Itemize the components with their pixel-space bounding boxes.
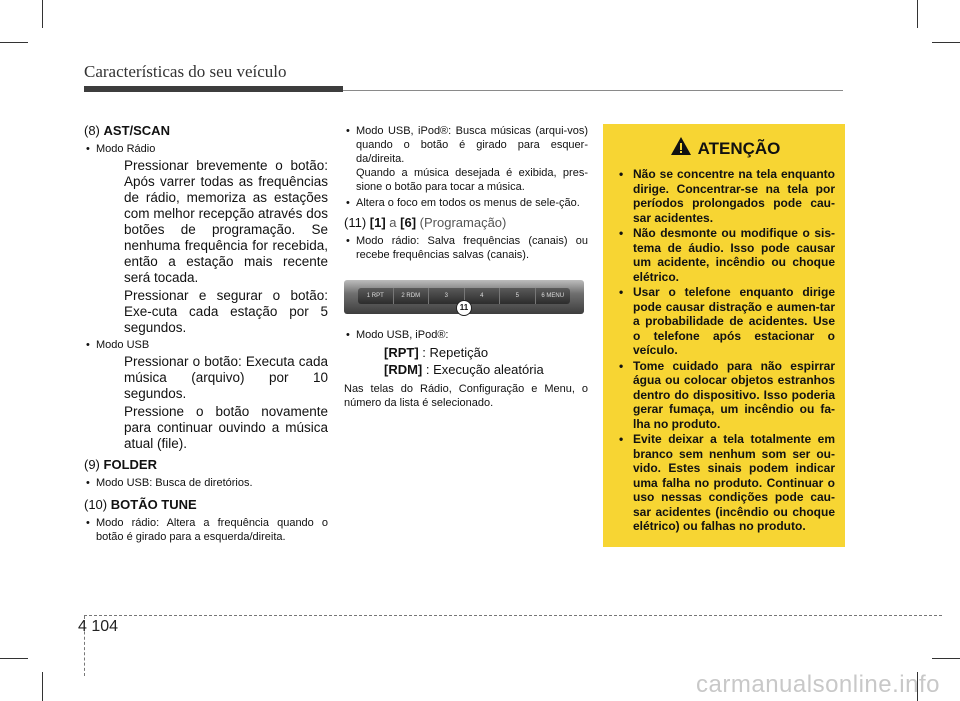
bullet: • Altera o foco em todos os menus de sele-ção. [344,196,588,210]
warning-title: ATENÇÃO [697,138,781,158]
bullet: • Modo USB: Busca de diretórios. [84,476,328,490]
warning-item: • Não se concentre na tela enquanto dirige. Concentrar-se na tela por períodos prolongados pode cau-sar acidentes. [615,167,835,225]
page-number: 4 104 [78,618,119,635]
warning-item: • Tome cuidado para não espirrar água ou colocar objetos estranhos dentro do dispositivo. Isso poderia gerar fumaça, um incêndio ou fa-lha no produto. [615,359,835,432]
preset-button-6-menu: 6 MENU [541,293,565,299]
crop-mark [932,658,960,659]
crop-mark [42,0,43,28]
section-8-title: AST/SCAN [103,123,170,138]
crop-mark [0,42,28,43]
rdm-definition: [RDM] : Execução aleatória [384,362,544,377]
header-rule [84,86,343,92]
section-10-title: BOTÃO TUNE [110,497,197,512]
warning-item: • Evite deixar a tela totalmente em branco sem nenhum som ser ou-vido. Estes sinais podem indicar uma falha no produto. Continuar o uso nessas condições pode cau-sar acidentes (incêndio ou choque elétrico) ou falhas no produto. [615,432,835,534]
section-9-heading: (9) FOLDER [84,457,157,472]
crop-mark [917,0,918,28]
bullet: • Modo USB, iPod®: [344,328,588,342]
crop-mark [0,658,28,659]
section-10-heading: (10) BOTÃO TUNE [84,497,197,512]
warning-item: • Não desmonte ou modifique o sis-tema de áudio. Isso pode causar um acidente, incêndio ou choque elétrico. [615,226,835,284]
paragraph: Pressione o botão novamente para continuar ouvindo a música atual (file). [124,404,328,451]
preset-button-2: 2 RDM [394,288,430,304]
paragraph: Pressionar brevemente o botão: Após varrer todas as frequências de rádio, memoriza as estações com melhor recepção através dos botões de programação. Se nenhuma frequência for recebida, então a estação mais recente será tocada. [124,158,328,285]
sub-paragraph: Quando a música desejada é exibida, pres-sione o botão para tocar a música. [356,167,588,193]
preset-button-4: 4 [465,288,501,304]
section-8-heading: (8) AST/SCAN [84,123,170,138]
warning-box [603,124,845,547]
preset-button-panel-image [344,280,584,314]
bullet: • Modo rádio: Altera a frequência quando o botão é girado para a esquerda/direita. [84,516,328,544]
crop-mark [42,672,43,701]
middle-column [344,124,588,410]
note-paragraph: Nas telas do Rádio, Configuração e Menu, o número da lista é selecionado. [344,383,588,409]
warning-header [615,136,835,161]
callout-number-11: 11 [456,300,472,316]
bullet: • Modo USB, iPod®: Busca músicas (arqui-vos) quando o botão é girado para esquer-da/direita. [344,124,588,166]
preset-button-1: 1 RPT [358,288,394,304]
section-11-heading: (11) [1] a [6] (Programação) [344,215,507,230]
bullet-radio-mode: • Modo Rádio [84,142,328,156]
left-column [84,124,328,546]
page-header-title: Características do seu veículo [84,62,287,81]
header-rule-thin [343,90,843,91]
paragraph: Pressionar o botão: Executa cada música (arquivo) por 10 segundos. [124,354,328,401]
watermark: carmanualsonline.info [696,671,940,698]
preset-button-5: 5 [500,288,536,304]
rpt-definition: [RPT] : Repetição [384,345,489,360]
warning-triangle-icon [670,136,692,161]
preset-button-3: 3 [429,288,465,304]
footer-rule [84,615,942,616]
paragraph: Pressionar e segurar o botão: Exe-cuta cada estação por 5 segundos. [124,288,328,335]
bullet-usb-mode: • Modo USB [84,338,328,352]
warning-item: • Usar o telefone enquanto dirige pode causar distração e aumen-tar a probabilidade de acidentes. Use o telefone após estacionar o veículo. [615,285,835,358]
crop-mark [932,42,960,43]
section-9-title: FOLDER [103,457,157,472]
bullet: • Modo rádio: Salva frequências (canais) ou recebe frequências salvas (canais). [344,234,588,262]
